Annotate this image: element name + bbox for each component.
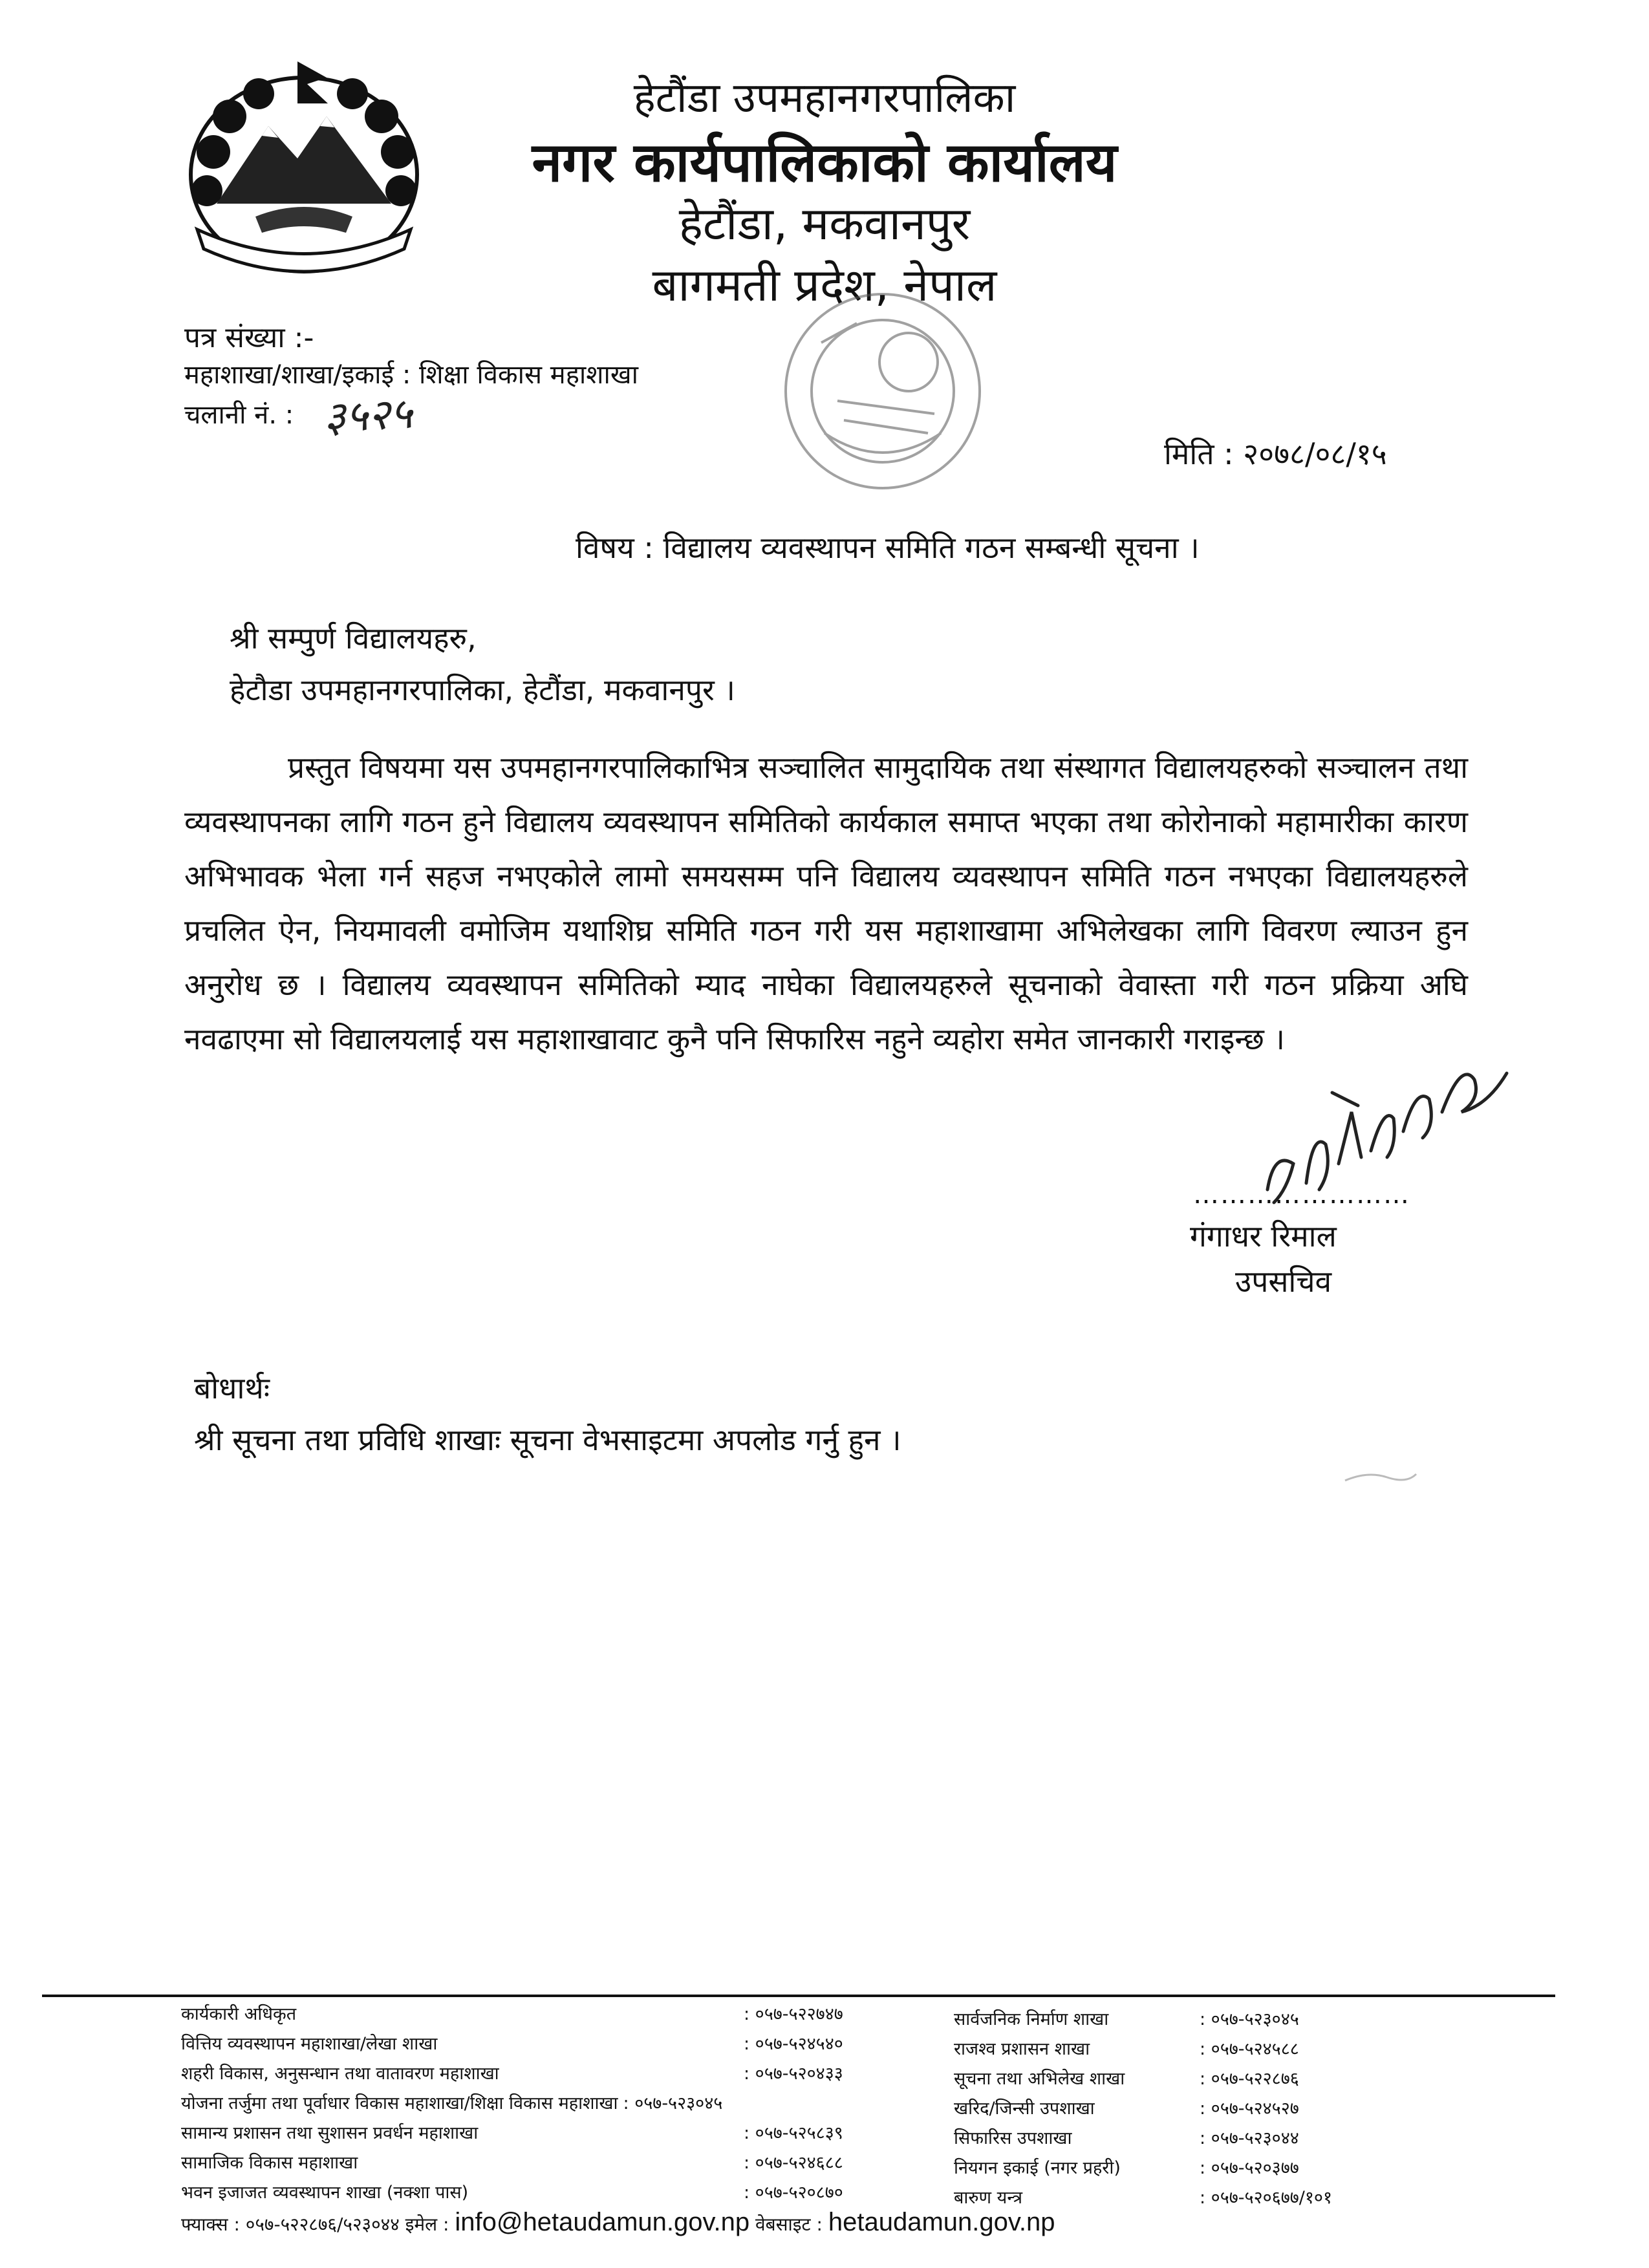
footer-contact-row: राजश्व प्रशासन शाखा : ०५७-५२४५८८ bbox=[954, 2038, 1299, 2059]
footer-contact-row: सिफारिस उपशाखा : ०५७-५२३०४४ bbox=[954, 2128, 1299, 2148]
signatory-name: गंगाधर रिमाल bbox=[1190, 1219, 1337, 1254]
office-seal-stamp bbox=[760, 284, 1006, 498]
footer-contact-row: योजना तर्जुमा तथा पूर्वाधार विकास महाशाखा/शिक्षा विकास महाशाखा : ०५७-५२३०४५ bbox=[181, 2093, 723, 2113]
footer-contact-row: सार्वजनिक निर्माण शाखा : ०५७-५२३०४५ bbox=[954, 2009, 1299, 2029]
footer-contact-row: खरिद/जिन्सी उपशाखा : ०५७-५२४५२७ bbox=[954, 2098, 1299, 2119]
dispatch-number-label: चलानी नं. : bbox=[184, 400, 294, 430]
fax-label: फ्याक्स : ०५७-५२२८७६/५२३०४४ इमेल : bbox=[181, 2214, 449, 2235]
email-link[interactable]: info@hetaudamun.gov.np bbox=[455, 2208, 750, 2236]
cc-item: श्री सूचना तथा प्रविधि शाखाः सूचना वेभसाइटमा अपलोड गर्नु हुन । bbox=[194, 1422, 901, 1457]
letter-subject: विषय : विद्यालय व्यवस्थापन समिति गठन सम्बन्धी सूचना । bbox=[576, 530, 1200, 565]
footer-contact-row: सूचना तथा अभिलेख शाखा : ०५७-५२२८७६ bbox=[954, 2068, 1299, 2089]
footer-contact-line bbox=[181, 2208, 1055, 2237]
footer-contact-row: नियगन इकाई (नगर प्रहरी) : ०५७-५२०३७७ bbox=[954, 2157, 1299, 2178]
dispatch-number-handwritten: ३५२५ bbox=[322, 388, 414, 443]
signature-dots: …………………… bbox=[1193, 1180, 1410, 1210]
footer-contacts-left bbox=[181, 1998, 931, 2206]
footer-contact-row: कार्यकारी अधिकृत : ०५७-५२२७४७ bbox=[181, 2004, 843, 2024]
division-label: महाशाखा/शाखा/इकाई : शिक्षा विकास महाशाखा bbox=[184, 360, 638, 390]
footer-contact-row: सामाजिक विकास महाशाखा : ०५७-५२४६८८ bbox=[181, 2152, 843, 2173]
footer-contact-row: शहरी विकास, अनुसन्धान तथा वातावरण महाशाखा : ०५७-५२०४३३ bbox=[181, 2063, 843, 2084]
addressee-line1: श्री सम्पुर्ण विद्यालयहरु, bbox=[230, 621, 477, 656]
footer-divider bbox=[42, 1995, 1555, 1997]
letter-number-label: पत्र संख्या :- bbox=[184, 321, 314, 354]
website-link[interactable]: hetaudamun.gov.np bbox=[828, 2208, 1055, 2236]
footer-contact-row: भवन इजाजत व्यवस्थापन शाखा (नक्शा पास) : ०५७-५२०८७० bbox=[181, 2182, 843, 2203]
org-name-line2: नगर कार्यपालिकाको कार्यालय bbox=[532, 131, 1117, 194]
footer-contact-row: बारुण यन्त्र : ०५७-५२०६७७/१०१ bbox=[954, 2187, 1332, 2208]
org-name-line1: हेटौंडा उपमहानगरपालिका bbox=[633, 74, 1016, 122]
cc-label: बोधार्थः bbox=[194, 1371, 270, 1406]
signatory-title: उपसचिव bbox=[1235, 1264, 1332, 1299]
footer-contact-row: वित्तिय व्यवस्थापन महाशाखा/लेखा शाखा : ०५७-५२४५४० bbox=[181, 2033, 843, 2054]
addressee-line2: हेटौडा उपमहानगरपालिका, हेटौंडा, मकवानपुर । bbox=[230, 672, 735, 707]
website-label: वेबसाइट : bbox=[755, 2214, 823, 2235]
letter-date: मिति : २०७८/०८/१५ bbox=[1164, 436, 1387, 471]
org-address-line1: हेटौंडा, मकवानपुर bbox=[678, 197, 971, 250]
org-address-line2: बागमती प्रदेश, नेपाल bbox=[652, 259, 997, 312]
ink-smudge bbox=[1342, 1468, 1419, 1487]
footer-contacts-right bbox=[954, 2003, 1484, 2211]
footer-contact-row: सामान्य प्रशासन तथा सुशासन प्रवर्धन महाशाखा : ०५७-५२५८३९ bbox=[181, 2123, 843, 2143]
letter-body: प्रस्तुत विषयमा यस उपमहानगरपालिकाभित्र सञ्चालित सामुदायिक तथा संस्थागत विद्यालयहरुको सञ्चालन तथा व्यवस्थापनका लागि गठन हुने विद्यालय व्यवस्थापन समितिको कार्यकाल समाप्त भएका तथा कोरोनाको महामारीका कारण अभिभावक भेला गर्न सहज नभएकोले लामो समयसम्म पनि विद्यालय व्यवस्थापन समिति गठन नभएका विद्यालयहरुले प्रचलित ऐन, नियमावली वमोजिम यथाशिघ्र समिति गठन गरी यस महाशाखामा अभिलेखका लागि विवरण ल्याउन हुन अनुरोध छ । विद्यालय व्यवस्थापन समितिको म्याद नाघेका विद्यालयहरुले सूचनाको वेवास्ता गरी गठन प्रक्रिया अघि नवढाएमा सो विद्यालयलाई यस महाशाखावाट कुनै पनि सिफारिस नहुने व्यहोरा समेत जानकारी गराइन्छ । bbox=[184, 750, 1468, 1056]
